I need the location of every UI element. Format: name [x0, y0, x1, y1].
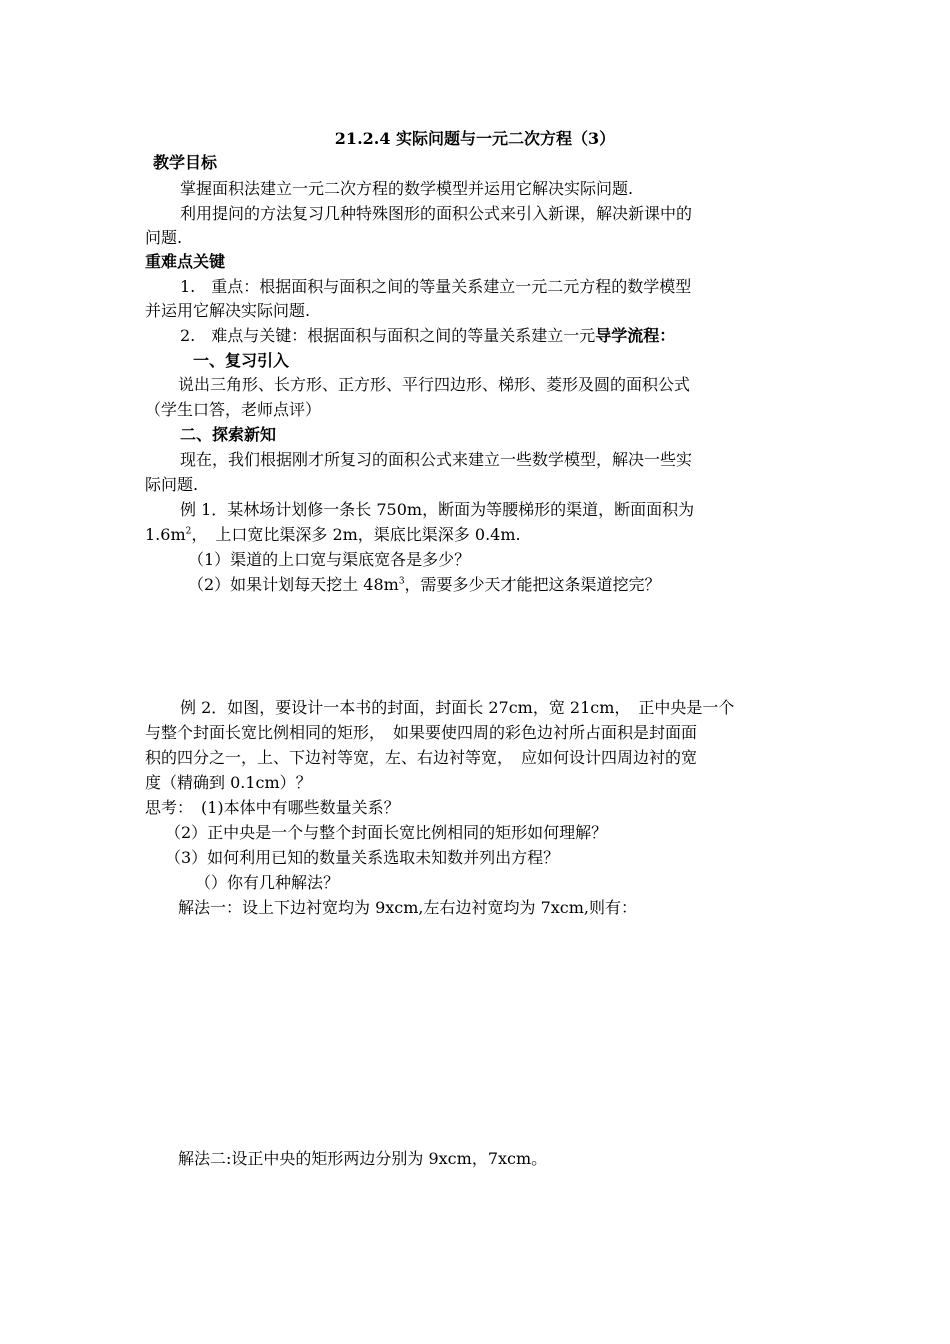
review-line2: （学生口答，老师点评）: [145, 400, 322, 419]
example-2-line2: 与整个封面长宽比例相同的矩形， 如果要使四周的彩色边衬所占面积是封面面: [145, 723, 698, 742]
think-1: 思考： (1)本体中有哪些数量关系？: [145, 798, 400, 817]
example-2-line3: 积的四分之一，上、下边衬等宽，左、右边衬等宽， 应如何设计四周边衬的宽: [145, 748, 698, 767]
think-4: （）你有几种解法？: [195, 873, 340, 892]
heading-review: 一、复习引入: [193, 351, 290, 370]
key-point-1-line1: 1. 重点：根据面积与面积之间的等量关系建立一元二元方程的数学模型: [180, 277, 692, 296]
solution-2: 解法二:设正中央的矩形两边分别为 9xcm，7xcm。: [178, 1149, 548, 1168]
key-point-1-line2: 并运用它解决实际问题.: [145, 301, 311, 320]
example-1-line1: 例 1．某林场计划修一条长 750m，断面为等腰梯形的渠道，断面面积为: [180, 500, 695, 519]
solution-1: 解法一：设上下边衬宽均为 9xcm,左右边衬宽均为 7xcm,则有：: [178, 898, 638, 917]
heading-explore: 二、探索新知: [180, 425, 277, 444]
heading-guided-flow: 导学流程：: [595, 326, 676, 345]
question-2-text: （2）如果计划每天挖土 48m: [188, 575, 399, 594]
example-1-question-1: （1）渠道的上口宽与渠底宽各是多少？: [188, 550, 471, 569]
intro-line1: 现在，我们根据刚才所复习的面积公式来建立一些数学模型，解决一些实: [180, 450, 693, 469]
heading-key-points: 重难点关键: [145, 252, 226, 271]
example-2-line4: 度（精确到 0.1cm）？: [145, 773, 312, 792]
objective-1: 掌握面积法建立一元二次方程的数学模型并运用它解决实际问题.: [180, 179, 634, 198]
key-point-2-text: 2. 难点与关键：根据面积与面积之间的等量关系建立一元: [180, 326, 596, 345]
think-2: （2）正中央是一个与整个封面长宽比例相同的矩形如何理解？: [165, 823, 608, 842]
example-1-line2-rest: ， 上口宽比渠深多 2m，渠底比渠深多 0.4m.: [191, 525, 521, 544]
volume-exponent: 3: [398, 576, 405, 587]
key-point-2: [180, 325, 675, 347]
document-title: 21.2.4 实际问题与一元二次方程（3）: [334, 129, 616, 148]
objective-2-line1: 利用提问的方法复习几种特殊图形的面积公式来引入新课，解决新课中的: [180, 204, 693, 223]
example-1-question-2: [188, 574, 661, 596]
example-1-line2: [145, 524, 521, 546]
area-value: 1.6m: [145, 525, 186, 544]
question-2-rest: ，需要多少天才能把这条渠道挖完？: [404, 575, 661, 594]
objective-2-line2: 问题.: [145, 228, 183, 247]
intro-line2: 际问题.: [145, 475, 199, 494]
area-exponent: 2: [185, 526, 192, 537]
example-2-line1: 例 2．如图，要设计一本书的封面，封面长 27cm，宽 21cm， 正中央是一个: [180, 698, 735, 717]
review-line1: 说出三角形、长方形、正方形、平行四边形、梯形、菱形及圆的面积公式: [178, 375, 691, 394]
think-3: （3）如何利用已知的数量关系选取未知数并列出方程？: [165, 848, 560, 867]
heading-objectives: 教学目标: [153, 153, 218, 172]
